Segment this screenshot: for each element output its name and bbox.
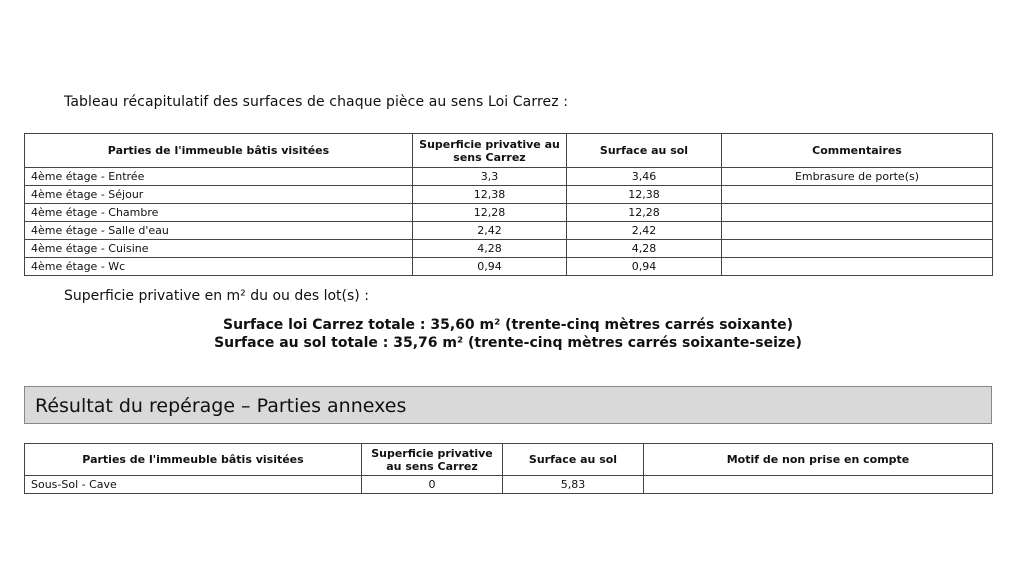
- table-row: [25, 476, 993, 494]
- header-comments: Commentaires: [722, 134, 993, 168]
- row-floor: 12,28: [567, 204, 722, 222]
- row-floor: 3,46: [567, 168, 722, 186]
- row-part: 4ème étage - Chambre: [25, 204, 413, 222]
- table-row: [25, 222, 993, 240]
- section-title: Résultat du repérage – Parties annexes: [24, 386, 992, 424]
- annex-surface-table: [24, 443, 993, 494]
- summary-intro-text: Tableau récapitulatif des surfaces de chaque pièce au sens Loi Carrez :: [64, 94, 569, 110]
- header-part: Parties de l'immeuble bâtis visitées: [25, 444, 362, 476]
- table-row: [25, 240, 993, 258]
- row-carrez: 4,28: [413, 240, 567, 258]
- row-part: 4ème étage - Entrée: [25, 168, 413, 186]
- table-row: [25, 186, 993, 204]
- row-floor: 2,42: [567, 222, 722, 240]
- row-floor: 12,38: [567, 186, 722, 204]
- row-reason: [644, 476, 993, 494]
- row-carrez: 12,28: [413, 204, 567, 222]
- header-carrez: Superficie privative au sens Carrez: [413, 134, 567, 168]
- table-row: [25, 258, 993, 276]
- floor-total-line: Surface au sol totale : 35,76 m² (trente-cinq mètres carrés soixante-seize): [214, 335, 802, 351]
- row-carrez: 0,94: [413, 258, 567, 276]
- table-header-row: [25, 134, 993, 168]
- header-floor: Surface au sol: [503, 444, 644, 476]
- header-carrez: Superficie privative au sens Carrez: [362, 444, 503, 476]
- header-part: Parties de l'immeuble bâtis visitées: [25, 134, 413, 168]
- privative-area-text: Superficie privative en m² du ou des lot(s) :: [64, 288, 369, 304]
- row-part: 4ème étage - Séjour: [25, 186, 413, 204]
- row-floor: 5,83: [503, 476, 644, 494]
- row-part: 4ème étage - Wc: [25, 258, 413, 276]
- table-row: [25, 168, 993, 186]
- row-part: 4ème étage - Cuisine: [25, 240, 413, 258]
- table-row: [25, 204, 993, 222]
- row-floor: 4,28: [567, 240, 722, 258]
- row-comment: Embrasure de porte(s): [722, 168, 993, 186]
- row-comment: [722, 204, 993, 222]
- row-comment: [722, 186, 993, 204]
- header-reason: Motif de non prise en compte: [644, 444, 993, 476]
- row-comment: [722, 222, 993, 240]
- table-header-row: [25, 444, 993, 476]
- totals-block: [24, 316, 992, 352]
- row-carrez: 0: [362, 476, 503, 494]
- row-floor: 0,94: [567, 258, 722, 276]
- row-carrez: 3,3: [413, 168, 567, 186]
- row-comment: [722, 240, 993, 258]
- row-part: Sous-Sol - Cave: [25, 476, 362, 494]
- row-comment: [722, 258, 993, 276]
- row-carrez: 12,38: [413, 186, 567, 204]
- header-floor: Surface au sol: [567, 134, 722, 168]
- row-carrez: 2,42: [413, 222, 567, 240]
- carrez-surface-table: [24, 133, 993, 276]
- row-part: 4ème étage - Salle d'eau: [25, 222, 413, 240]
- carrez-total-line: Surface loi Carrez totale : 35,60 m² (trente-cinq mètres carrés soixante): [223, 317, 793, 333]
